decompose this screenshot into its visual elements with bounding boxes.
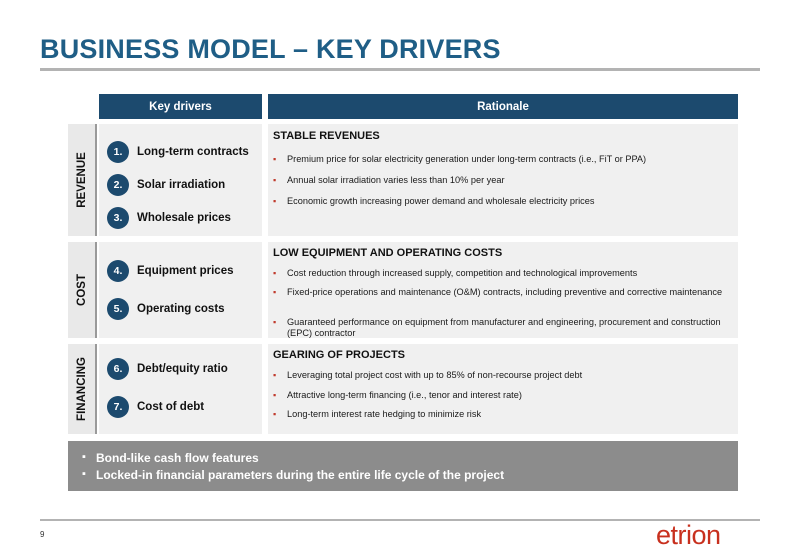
section-label-text: COST bbox=[75, 274, 88, 306]
driver-number-badge: 6. bbox=[107, 358, 129, 380]
rationale-bullet: ▪ Guaranteed performance on equipment from manufacturer and engineering, procurement and construction (EPC) contractor bbox=[273, 317, 739, 339]
rationale-bullet: ▪ Premium price for solar electricity generation under long-term contracts (i.e., FiT or PPA) bbox=[273, 154, 739, 165]
page-title: BUSINESS MODEL – KEY DRIVERS bbox=[40, 34, 501, 64]
section-label-cost bbox=[68, 242, 97, 338]
driver-item bbox=[107, 207, 231, 229]
driver-number-badge: 2. bbox=[107, 174, 129, 196]
summary-item: ▪ Bond-like cash flow features bbox=[82, 451, 259, 465]
driver-item bbox=[107, 141, 249, 163]
driver-label: Long-term contracts bbox=[137, 146, 249, 158]
drivers-revenue bbox=[99, 124, 262, 236]
drivers-cost bbox=[99, 242, 262, 338]
section-label-text: FINANCING bbox=[75, 357, 88, 421]
title-divider bbox=[40, 68, 760, 71]
header-rationale: Rationale bbox=[268, 94, 738, 119]
rationale-financing bbox=[268, 344, 738, 434]
rationale-bullet: ▪ Attractive long-term financing (i.e., tenor and interest rate) bbox=[273, 390, 739, 401]
footer-divider bbox=[40, 519, 760, 521]
driver-item bbox=[107, 298, 225, 320]
company-logo: etrion bbox=[656, 520, 721, 550]
driver-label: Wholesale prices bbox=[137, 212, 231, 224]
rationale-cost bbox=[268, 242, 738, 338]
driver-number-badge: 4. bbox=[107, 260, 129, 282]
page-number: 9 bbox=[40, 530, 45, 539]
rationale-bullet: ▪ Annual solar irradiation varies less than 10% per year bbox=[273, 175, 739, 186]
driver-item bbox=[107, 396, 204, 418]
rationale-bullet: ▪ Cost reduction through increased supply, competition and technological improvements bbox=[273, 268, 739, 279]
driver-number-badge: 5. bbox=[107, 298, 129, 320]
rationale-bullet: ▪ Leveraging total project cost with up to 85% of non-recourse project debt bbox=[273, 370, 739, 381]
driver-label: Operating costs bbox=[137, 303, 225, 315]
summary-item: ▪ Locked-in financial parameters during the entire life cycle of the project bbox=[82, 468, 504, 482]
rationale-bullet: ▪ Fixed-price operations and maintenance (O&M) contracts, including preventive and corrective maintenance bbox=[273, 287, 739, 298]
rationale-bullet: ▪ Economic growth increasing power demand and wholesale electricity prices bbox=[273, 196, 739, 207]
section-label-revenue bbox=[68, 124, 97, 236]
drivers-financing bbox=[99, 344, 262, 434]
section-label-text: REVENUE bbox=[75, 152, 88, 208]
summary-box bbox=[68, 441, 738, 491]
driver-item bbox=[107, 358, 228, 380]
driver-number-badge: 1. bbox=[107, 141, 129, 163]
driver-item bbox=[107, 174, 225, 196]
rationale-title: GEARING OF PROJECTS bbox=[273, 349, 406, 361]
rationale-title: STABLE REVENUES bbox=[273, 130, 380, 142]
driver-label: Debt/equity ratio bbox=[137, 363, 228, 375]
driver-number-badge: 3. bbox=[107, 207, 129, 229]
driver-label: Cost of debt bbox=[137, 401, 205, 413]
driver-item bbox=[107, 260, 234, 282]
header-key-drivers: Key drivers bbox=[99, 94, 262, 119]
section-label-financing bbox=[68, 344, 97, 434]
driver-number-badge: 7. bbox=[107, 396, 129, 418]
rationale-bullet: ▪ Long-term interest rate hedging to minimize risk bbox=[273, 409, 739, 420]
driver-label: Solar irradiation bbox=[137, 179, 226, 191]
rationale-revenue bbox=[268, 124, 738, 236]
driver-label: Equipment prices bbox=[137, 265, 234, 277]
rationale-title: LOW EQUIPMENT AND OPERATING COSTS bbox=[273, 247, 503, 259]
